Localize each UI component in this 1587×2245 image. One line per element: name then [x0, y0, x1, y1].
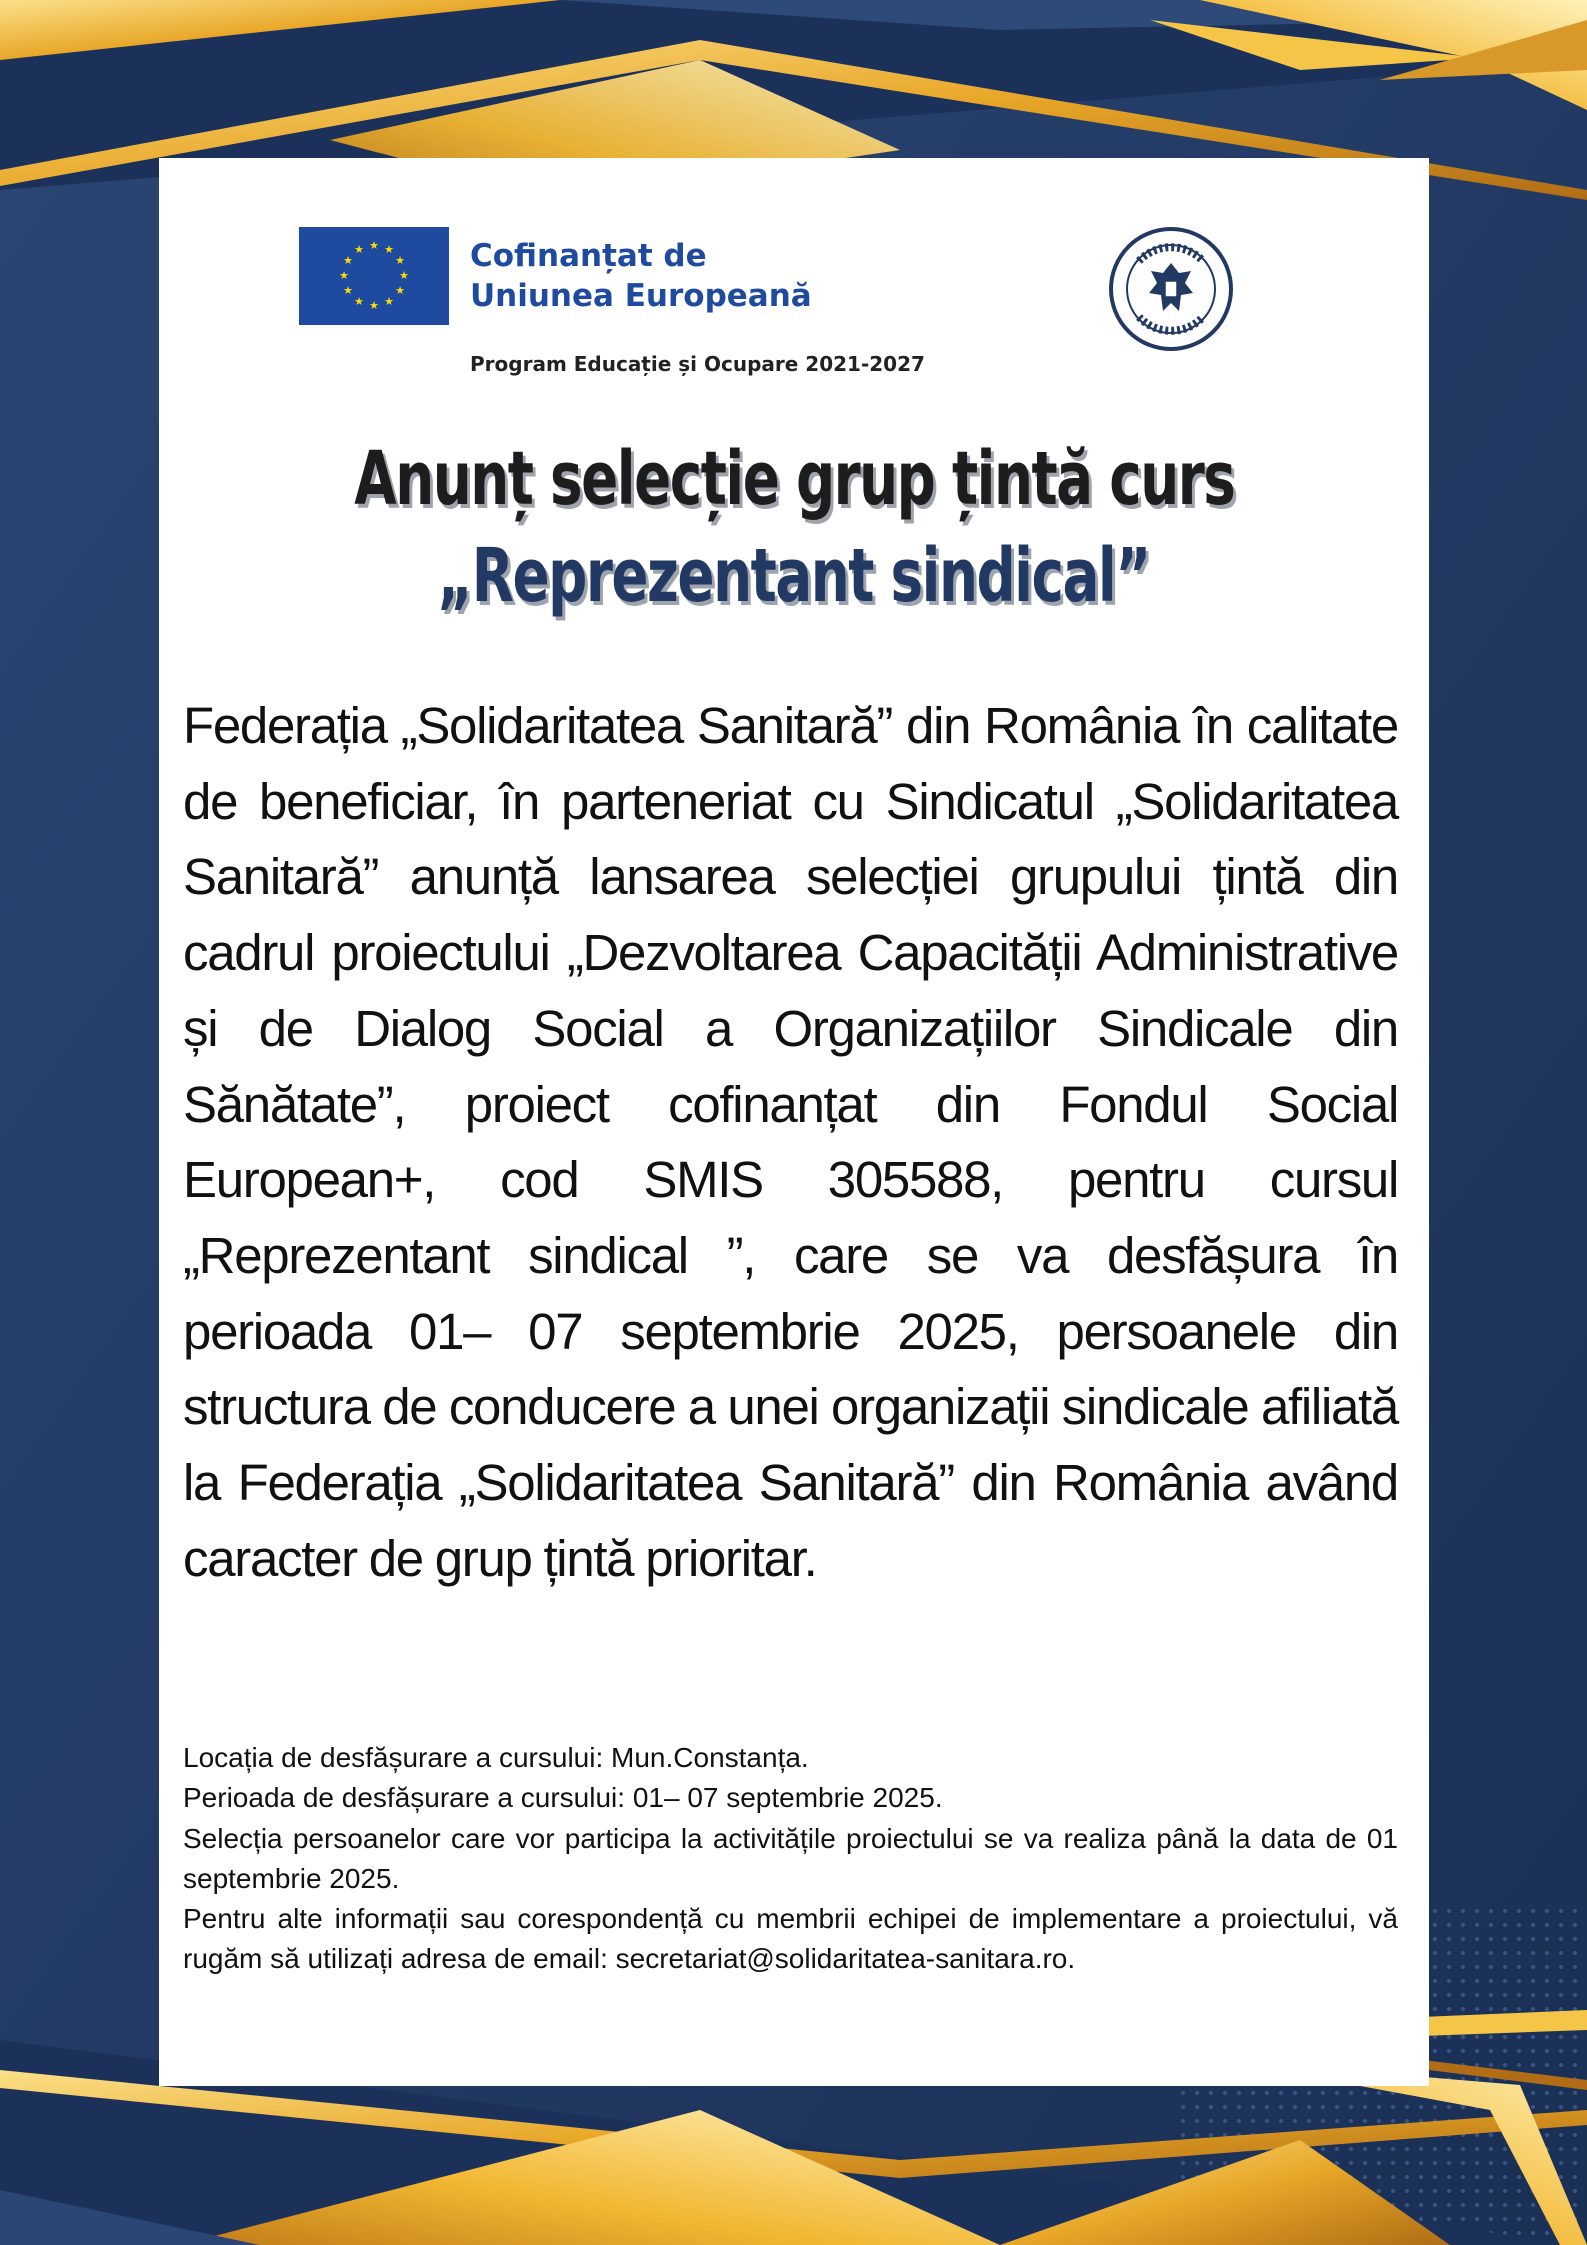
eu-flag-icon: [299, 227, 449, 325]
svg-text:★: ★: [339, 269, 349, 282]
guvernul-romaniei-seal-icon: [1109, 227, 1233, 351]
svg-text:★: ★: [354, 295, 364, 308]
eu-label-line2: Uniunea Europeană: [470, 278, 812, 314]
course-location: Locația de desfășurare a cursului: Mun.Constanța.: [183, 1742, 809, 1773]
program-name: Program Educație și Ocupare 2021-2027: [470, 352, 925, 376]
title-line2: „Reprezentant sindical”: [437, 533, 1150, 619]
title-line1: Anunț selecție grup țintă curs: [354, 436, 1235, 522]
svg-text:★: ★: [384, 243, 394, 256]
selection-deadline: Selecția persoanelor care vor participa la activitățile proiectului se va realiza până la data de 01 septembrie 2025.: [183, 1822, 1398, 1894]
svg-text:★: ★: [369, 239, 379, 252]
eu-label-line1: Cofinanțat de: [470, 238, 707, 274]
svg-text:★: ★: [384, 295, 394, 308]
announcement-body: Federația „Solidaritatea Sanitară” din România în calitate de beneficiar, în parteneriat cu Sindicatul „Solidaritatea Sanitară” anunță lansarea selecției grupului țintă din cadrul proiectului „Dezvoltarea Capacității Administrative și de Dialog Social a Organizațiilor Sindicale din Sănătate”, proiect cofinanțat din Fondul Social European+, cod SMIS 305588, pentru cursul „Reprezentant sindical ”, care se va desfășura în perioada 01– 07 septembrie 2025, persoanele din structura de conducere a unei organizații sindicale afiliată la Federația „Solidaritatea Sanitară” din România având caracter de grup țintă prioritar.: [183, 697, 1398, 1587]
course-period: Perioada de desfășurare a cursului: 01– 07 septembrie 2025.: [183, 1782, 943, 1814]
svg-text:★: ★: [354, 243, 364, 256]
course-details: [183, 1738, 1398, 1980]
svg-text:★: ★: [343, 254, 353, 267]
svg-text:★: ★: [399, 269, 409, 282]
eu-cofinancing-label: [470, 236, 812, 316]
svg-text:★: ★: [369, 299, 379, 312]
contact-info: Pentru alte informații sau corespondență cu membrii echipei de implementare a proiectului, vă rugăm să utilizați adresa de email: secretariat@solidaritatea-sanitara.ro.: [183, 1903, 1398, 1975]
svg-text:★: ★: [395, 254, 405, 267]
svg-text:★: ★: [395, 284, 405, 297]
svg-text:★: ★: [343, 284, 353, 297]
